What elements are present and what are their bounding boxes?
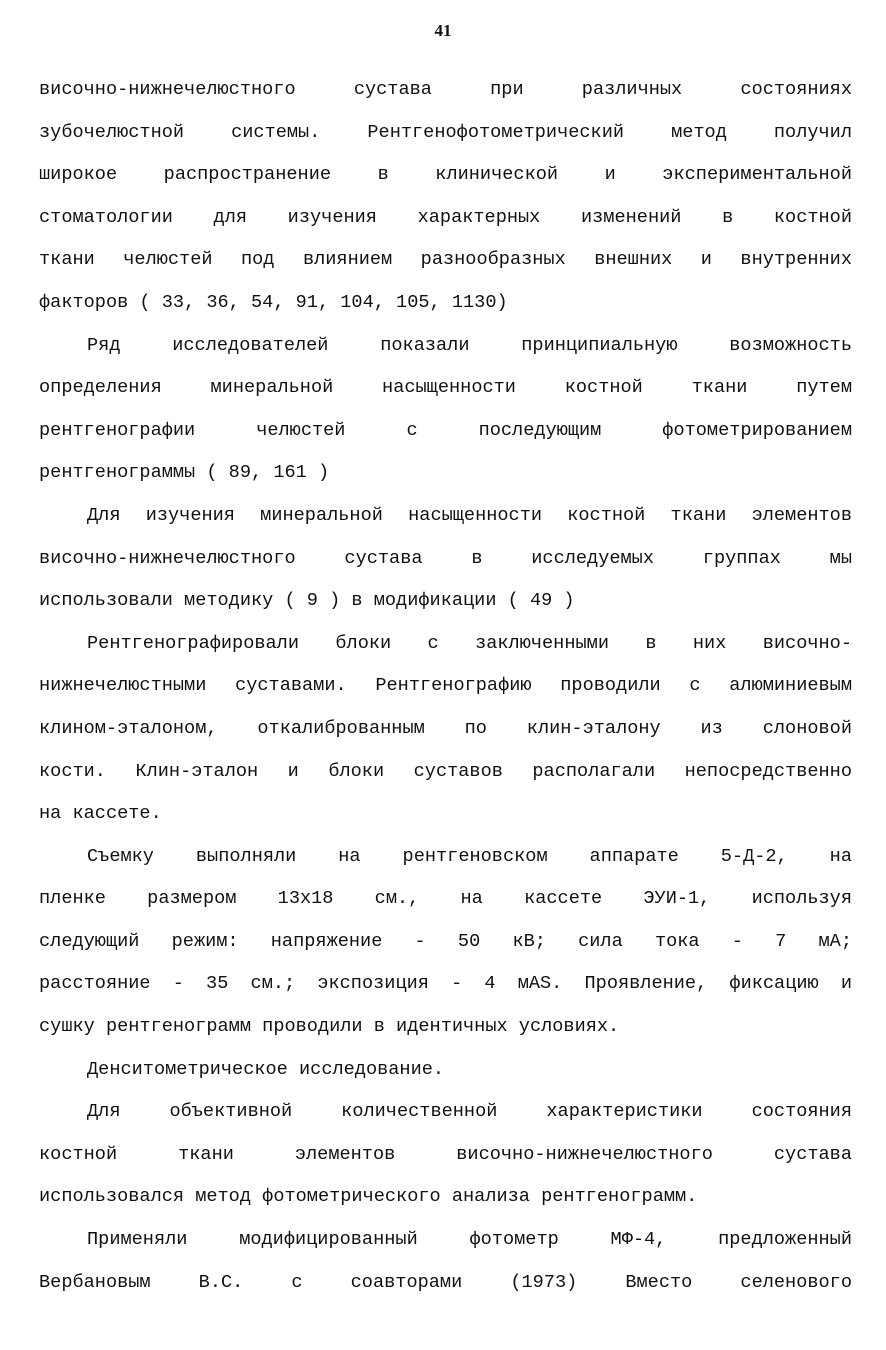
paragraph [39,69,852,325]
text-line: зубочелюстной системы. Рентгенофотометрический метод получил [39,121,852,143]
text-line: широкое распространение в клинической и экспериментальной [39,164,852,186]
text-line: Для изучения минеральной насыщенности костной ткани элементов [87,504,852,526]
text-line: использовался метод фотометрического анализа рентгенограмм. [39,1186,698,1208]
text-line: клином-эталоном, откалиброванным по клин-эталону из слоновой [39,717,852,739]
text-line: факторов ( 33, 36, 54, 91, 104, 105, 1130) [39,291,508,313]
paragraph [39,1219,852,1304]
text-line: костной ткани элементов височно-нижнечелюстного сустава [39,1143,852,1165]
text-line: Съемку выполняли на рентгеновском аппарате 5-Д-2, на [87,845,852,867]
text-line: определения минеральной насыщенности костной ткани путем [39,377,852,399]
paragraph [39,623,852,836]
text-line: кости. Клин-эталон и блоки суставов располагали непосредственно [39,760,852,782]
text-line: нижнечелюстными суставами. Рентгенографию проводили с алюминиевым [39,675,852,697]
text-line: следующий режим: напряжение - 50 кВ; сила тока - 7 мА; [39,930,852,952]
paragraph [39,1091,852,1219]
text-line: ткани челюстей под влиянием разнообразных внешних и внутренних [39,249,852,271]
text-line: Рентгенографировали блоки с заключенными в них височно- [87,632,852,654]
paragraph [39,495,852,623]
text-line: Применяли модифицированный фотометр МФ-4, предложенный [87,1229,852,1251]
text-line: использовали методику ( 9 ) в модификации ( 49 ) [39,590,575,612]
text-line: височно-нижнечелюстного сустава при различных состояниях [39,79,852,100]
paragraph [39,836,852,1049]
text-line: Вербановым В.С. с соавторами (1973) Вместо селенового [39,1271,852,1293]
document-body [39,69,852,1304]
page-number: 41 [434,21,452,40]
text-line: Ряд исследователей показали принципиальную возможность [87,334,852,356]
text-line: Денситометрическое исследование. [87,1058,445,1080]
text-line: стоматологии для изучения характерных изменений в костной [39,206,852,228]
text-line: пленке размером 13x18 см., на кассете ЭУИ-1, используя [39,888,852,910]
text-line: рентгенограммы ( 89, 161 ) [39,462,330,484]
text-line: на кассете. [39,803,162,825]
text-line: рентгенографии челюстей с последующим фотометрированием [39,419,852,441]
text-line: височно-нижнечелюстного сустава в исследуемых группах мы [39,547,852,569]
text-line: расстояние - 35 см.; экспозиция - 4 мAS. Проявление, фиксацию и [39,973,852,995]
paragraph [39,325,852,495]
text-line: Для объективной количественной характеристики состояния [87,1101,852,1123]
paragraph [39,1049,852,1092]
text-line: сушку рентгенограмм проводили в идентичных условиях. [39,1016,620,1038]
